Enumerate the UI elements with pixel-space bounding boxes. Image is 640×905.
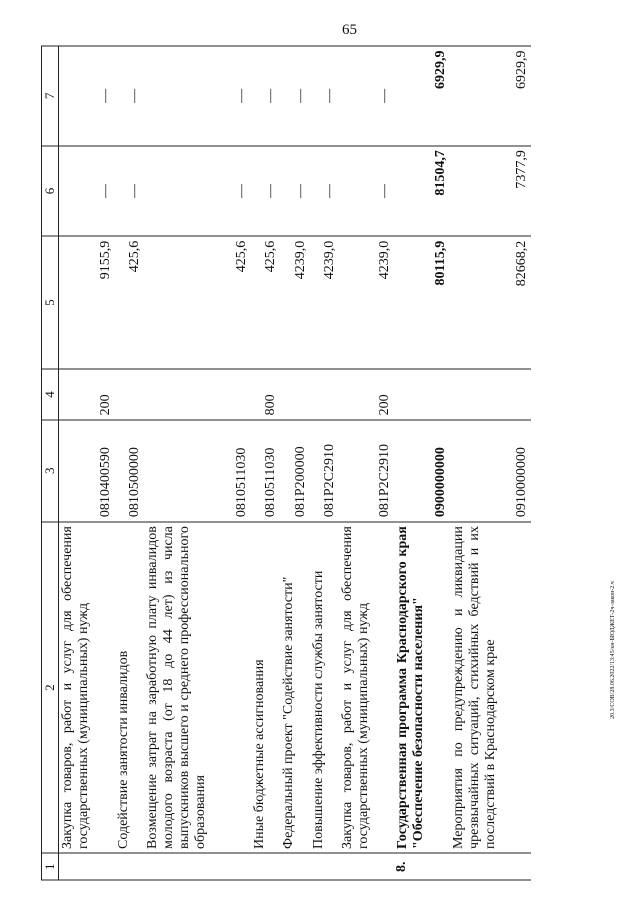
row-number	[450, 853, 531, 880]
row-value-3: 6929,9	[394, 46, 449, 146]
table-row	[310, 46, 339, 880]
row-value-3: —	[59, 46, 115, 146]
row-value-2: —	[115, 145, 144, 236]
table-row	[339, 46, 394, 880]
row-name: Повышение эффективности службы занятости	[310, 521, 339, 853]
budget-table	[41, 45, 531, 880]
row-type	[450, 369, 531, 420]
row-type: 800	[251, 369, 280, 420]
header-cell: 2	[42, 521, 59, 853]
header-cell: 6	[42, 145, 59, 236]
row-type	[144, 369, 251, 420]
row-name: Закупка товаров, работ и услуг для обеспечения государственных (муниципальных) нужд	[339, 521, 394, 853]
row-value-2: —	[59, 145, 115, 236]
row-type	[280, 369, 309, 420]
side-note-text: 20.3/СОВ/28.06.2022/13:45/кн-БЮДЖЕТ-2ч-закон-2.ч	[610, 581, 616, 719]
table-row-program	[394, 46, 449, 880]
header-cell: 4	[42, 369, 59, 420]
table-row	[59, 46, 115, 880]
row-value-2: 81504,7	[394, 145, 449, 236]
page-number: 65	[342, 22, 357, 38]
row-code: 081P200000	[280, 419, 309, 521]
table-row	[450, 46, 531, 880]
row-value-3: 6929,9	[450, 46, 531, 146]
row-number	[280, 853, 309, 880]
row-value-3: —	[144, 46, 251, 146]
row-value-3: —	[251, 46, 280, 146]
row-code: 0900000000	[394, 419, 449, 521]
table-row	[280, 46, 309, 880]
row-value-1: 9155,9	[59, 236, 115, 369]
row-number	[59, 853, 115, 880]
row-number	[144, 853, 251, 880]
header-row	[42, 46, 59, 880]
row-value-3: —	[280, 46, 309, 146]
row-value-3: —	[310, 46, 339, 146]
row-value-2: —	[310, 145, 339, 236]
row-name: Государственная программа Краснодарского края "Обеспечение безопасности населения"	[394, 521, 449, 853]
row-type	[394, 369, 449, 420]
table-row	[115, 46, 144, 880]
header-cell: 1	[42, 853, 59, 880]
row-value-2: —	[144, 145, 251, 236]
row-code: 0810511030	[251, 419, 280, 521]
row-code: 081P2C2910	[339, 419, 394, 521]
row-value-3: —	[339, 46, 394, 146]
row-value-1: 425,6	[251, 236, 280, 369]
side-note	[606, 400, 620, 900]
row-value-1: 80115,9	[394, 236, 449, 369]
row-value-1: 425,6	[144, 236, 251, 369]
row-number: 8.	[394, 853, 449, 880]
row-type	[115, 369, 144, 420]
row-name: Иные бюджетные ассигнования	[251, 521, 280, 853]
header-cell: 3	[42, 419, 59, 521]
row-value-2: —	[251, 145, 280, 236]
row-code: 0910000000	[450, 419, 531, 521]
row-name: Возмещение затрат на заработную плату инвалидов молодого возраста (от 18 до 44 лет) из числа выпускников высшего и среднего профессионального образования	[144, 521, 251, 853]
row-type: 200	[59, 369, 115, 420]
header-cell: 7	[42, 46, 59, 146]
rotated-table-wrapper	[41, 45, 531, 880]
row-value-1: 82668,2	[450, 236, 531, 369]
row-value-2: —	[339, 145, 394, 236]
row-type: 200	[339, 369, 394, 420]
row-name: Закупка товаров, работ и услуг для обеспечения государственных (муниципальных) нужд	[59, 521, 115, 853]
header-cell: 5	[42, 236, 59, 369]
row-code: 081P2C2910	[310, 419, 339, 521]
table-row	[144, 46, 251, 880]
row-value-1: 4239,0	[339, 236, 394, 369]
row-name: Федеральный проект "Содействие занятости"	[280, 521, 309, 853]
row-number	[339, 853, 394, 880]
row-number	[310, 853, 339, 880]
row-value-1: 4239,0	[310, 236, 339, 369]
row-value-2: —	[280, 145, 309, 236]
row-value-2: 7377,9	[450, 145, 531, 236]
row-code: 0810511030	[144, 419, 251, 521]
row-number	[251, 853, 280, 880]
table-row	[251, 46, 280, 880]
row-name: Мероприятия по предупреждению и ликвидации чрезвычайных ситуаций, стихийных бедствий и их последствий в Краснодарском крае	[450, 521, 531, 853]
row-name: Содействие занятости инвалидов	[115, 521, 144, 853]
row-code: 0810500000	[115, 419, 144, 521]
row-value-3: —	[115, 46, 144, 146]
row-type	[310, 369, 339, 420]
row-value-1: 425,6	[115, 236, 144, 369]
row-code: 0810400590	[59, 419, 115, 521]
row-number	[115, 853, 144, 880]
row-value-1: 4239,0	[280, 236, 309, 369]
